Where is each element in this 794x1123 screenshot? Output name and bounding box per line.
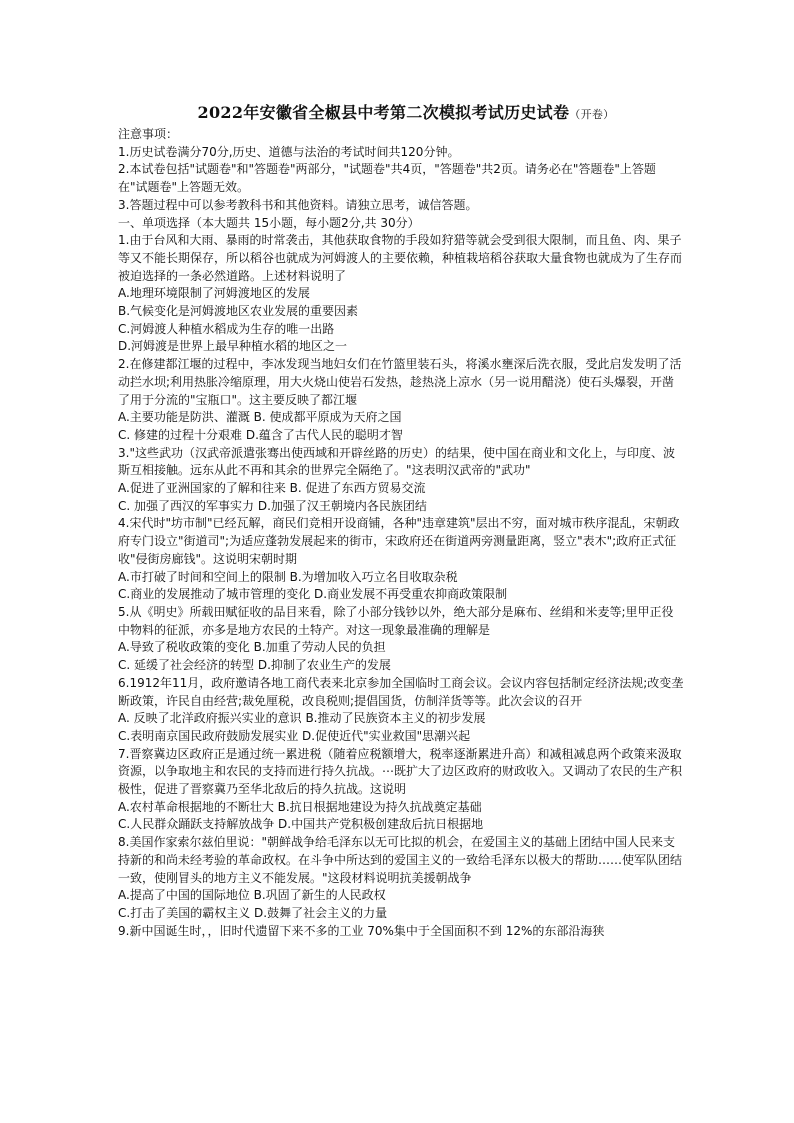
option-cd: C.表明南京国民政府鼓励发展实业 D.促使近代"实业救国"思潮兴起 <box>118 728 471 743</box>
option-cd: C.打击了美国的霸权主义 D.鼓舞了社会主义的力量 <box>118 905 388 920</box>
question-4 <box>118 515 684 604</box>
option-ab: A.促进了亚洲国家的了解和往来 B. 促进了东西方贸易交流 <box>118 481 426 496</box>
question-7 <box>118 746 684 835</box>
question-stem: 7.晋察冀边区政府正是通过统一累进税（随着应税额增大，税率逐渐累进升高）和减租减息两个政策来汲取资源，以争取地主和农民的支持而进行持久抗战。⋯既扩大了边区政府的财政收入。又调动了农民的生产积极性，促进了晋察冀乃至华北敌后的持久抗战。这说明 <box>118 746 683 797</box>
option-cd: C. 修建的过程十分艰难 D.蕴含了古代人民的聪明才智 <box>118 427 403 442</box>
question-3 <box>118 445 684 516</box>
question-stem: 9.新中国诞生时，，旧时代遗留下来不多的工业 70%集中于全国面积不到 12%的东部沿海狭 <box>118 923 605 938</box>
option-cd: C. 加强了西汉的军事实力 D.加强了汉王朝境内各民族团结 <box>118 498 427 513</box>
title-text: 2022年安徽省全椒县中考第二次模拟考试历史试卷 <box>197 103 570 122</box>
option-a: A.地理环境限制了河姆渡地区的发展 <box>118 286 310 301</box>
option-cd: C.商业的发展推动了城市管理的变化 D.商业发展不再受重农抑商政策限制 <box>118 587 508 602</box>
section-heading: 一、单项选择（本大题共 15小题，每小题2分,共 30分） <box>118 215 420 230</box>
exam-page <box>118 102 684 940</box>
question-stem: 8.美国作家索尔兹伯里说："朝鲜战争给毛泽东以无可比拟的机会，在爱国主义的基础上团结中国人民来支持新的和尚未经考验的革命政权。在斗争中所达到的爱国主义的一致给毛泽东以极大的帮助……使军队团结一致，使刚冒头的地方主义不能发展。"这段材料说明抗美援朝战争 <box>118 835 683 885</box>
question-stem: 5.从《明史》所载田赋征收的品目来看，除了小部分钱钞以外，绝大部分是麻布、丝绢和米麦等;里甲正役中物料的征派，亦多是地方农民的土特产。对这一现象最准确的理解是 <box>118 604 674 637</box>
question-stem: 3."这些武功（汉武帝派遣张骞出使西域和开辟丝路的历史）的结果，使中国在商业和文化上，与印度、波斯互相接触。远东从此不再和其余的世界完全隔绝了。"这表明汉武帝的"武功" <box>118 445 675 478</box>
option-c: C.河姆渡人种植水稻成为生存的唯一出路 <box>118 321 335 336</box>
question-1 <box>118 232 684 356</box>
question-stem: 4.宋代时"坊市制"已经瓦解，商民们竞相开设商铺，各种"违章建筑"层出不穷，面对城市秩序混乱，宋朝政府专门设立"街道司";为适应蓬勃发展起来的街市，宋政府还在街道两旁测量距离，竖立"表木";政府正式征收"侵街房廊钱"。这说明宋朝时期 <box>118 516 680 566</box>
question-stem: 2.在修建都江堰的过程中，李冰发现当地妇女们在竹篮里装石头，将溪水壅深后洗衣服，受此启发发明了活动拦水坝;利用热胀冷缩原理，用大火烧山使岩石发热，趁热浇上凉水（另一说用醋浇）使石头爆裂，开凿了用于分流的"宝瓶口"。这主要反映了都江堰 <box>118 357 682 407</box>
notice-item: 3.答题过程中可以参考教科书和其他资料。请独立思考，诚信答题。 <box>118 197 478 212</box>
question-9 <box>118 923 684 941</box>
notice-item: 2.本试卷包括"试题卷"和"答题卷"两部分，"试题卷"共4页，"答题卷"共2页。请务必在"答题卷"上答题在"试题卷"上答题无效。 <box>118 162 656 195</box>
option-cd: C.人民群众踊跃支持解放战争 D.中国共产党积极创建敌后抗日根据地 <box>118 817 484 832</box>
option-ab: A.市打破了时间和空间上的限制 B.为增加收入巧立名目收取杂税 <box>118 569 458 584</box>
option-cd: C. 延缓了社会经济的转型 D.抑制了农业生产的发展 <box>118 658 391 673</box>
option-ab: A. 反映了北洋政府振兴实业的意识 B.推动了民族资本主义的初步发展 <box>118 711 486 726</box>
question-8 <box>118 834 684 923</box>
question-stem: 6.1912年11月，政府邀请各地工商代表来北京参加全国临时工商会议。会议内容包括制定经济法规;改变垄断政策，许民自由经营;裁免厘税，改良税则;提倡国货，仿制洋货等等。此次会议的召开 <box>118 675 684 708</box>
question-6 <box>118 675 684 746</box>
notice-item: 1.历史试卷满分70分,历史、道德与法治的考试时间共120分钟。 <box>118 144 460 159</box>
option-ab: A.导致了税收政策的变化 B.加重了劳动人民的负担 <box>118 640 386 655</box>
question-2 <box>118 356 684 445</box>
question-stem: 1.由于台风和大雨、暴雨的时常袭击，其他获取食物的手段如狩猎等就会受到很大限制，而且鱼、肉、果子等又不能长期保存，所以稻谷也就成为河姆渡人的主要依赖，种植栽培稻谷获取大量食物也就成为了生存而被迫选择的一条必然道路。上述材料说明了 <box>118 233 683 283</box>
option-d: D.河姆渡是世界上最早种植水稻的地区之一 <box>118 339 348 354</box>
notice-heading: 注意事项： <box>118 127 179 141</box>
page-title <box>128 102 684 126</box>
question-5 <box>118 604 684 675</box>
title-tag: （开卷） <box>569 108 615 121</box>
option-b: B.气候变化是河姆渡地区农业发展的重要因素 <box>118 304 359 319</box>
option-ab: A.主要功能是防洪、灌溉 B. 使成都平原成为天府之国 <box>118 410 402 425</box>
option-ab: A.提高了中国的国际地位 B.巩固了新生的人民政权 <box>118 888 386 903</box>
option-ab: A.农村革命根据地的不断壮大 B.抗日根据地建设为持久抗战奠定基础 <box>118 799 482 814</box>
